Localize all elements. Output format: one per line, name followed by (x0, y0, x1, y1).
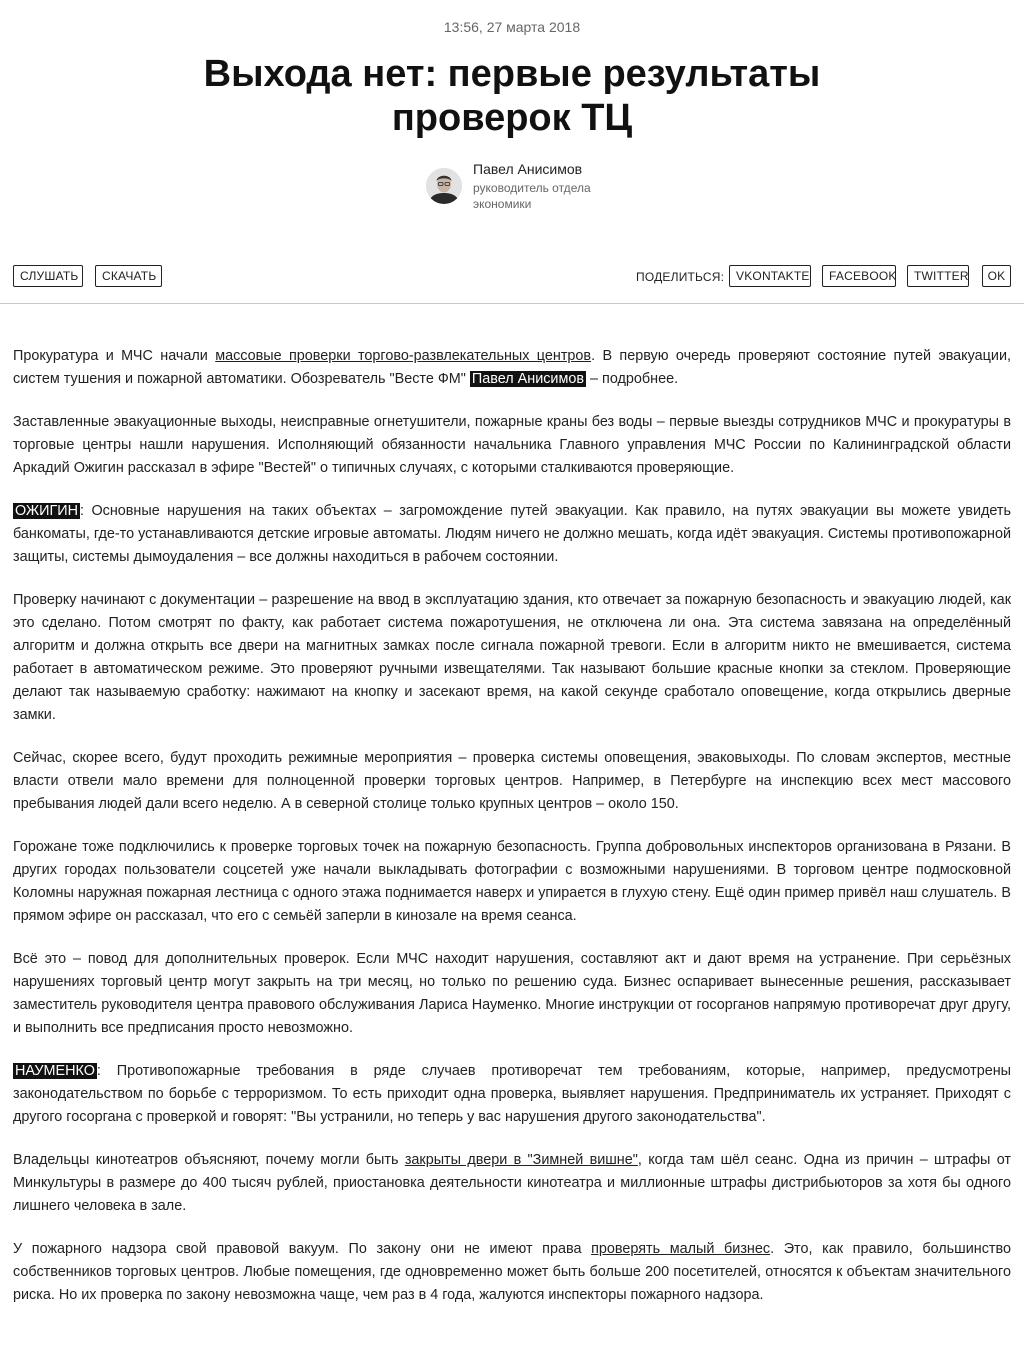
share-twitter-button[interactable]: TWITTER (907, 265, 969, 287)
author-role: руководитель отдела экономики (473, 181, 591, 211)
share-facebook-button[interactable]: FACEBOOK (822, 265, 896, 287)
share-vkontakte-button[interactable]: VKONTAKTE (729, 265, 811, 287)
download-button[interactable]: СКАЧАТЬ (95, 265, 162, 287)
zimnyaya-vishnya-link[interactable]: закрыты двери в "Зимней вишне" (404, 1152, 638, 1168)
paragraph-5: Сейчас, скорее всего, будут проходить режимные мероприятия – проверка системы оповещения, эваковыходы. По словам экспертов, местные власти отвели мало времени для полноценной проверки торговых центров. Например, в Петербурге на инспекцию всех мест массового пребывания людей дали всего неделю. А в северной столице только крупных центров – около 150. (13, 750, 1011, 812)
author-name[interactable]: Павел Анисимов (473, 161, 583, 177)
paragraph-7: Всё это – повод для дополнительных проверок. Если МЧС находит нарушения, составляют акт и дают время на устранение. При серьёзных нарушениях торговый центр могут закрыть на три месяц, но только по решению суда. Бизнес оспаривает вынесенные решения, рассказывает заместитель руководителя центра правового обслуживания Лариса Науменко. Многие инструкции от госорганов напрямую противоречат друг другу, и выполнить все предписания просто невозможно. (13, 951, 1011, 1036)
small-business-link[interactable]: проверять малый бизнес (591, 1241, 771, 1257)
author-avatar[interactable] (426, 168, 462, 204)
paragraph-1: Прокуратура и МЧС начали массовые проверки торгово-развлекательных центров. В первую очередь проверяют состояние путей эвакуации, систем тушения и пожарной автоматики. Обозреватель "Весте ФМ" Павел Анисимов – подробнее. (13, 348, 1011, 387)
publish-datetime: 13:56, 27 марта 2018 (443, 19, 581, 35)
share-label: ПОДЕЛИТЬСЯ: (636, 270, 725, 284)
mass-checks-link[interactable]: массовые проверки торгово-развлекательных центров (215, 348, 592, 364)
paragraph-4: Проверку начинают с документации – разрешение на ввод в эксплуатацию здания, кто отвечает за пожарную безопасность и эвакуацию людей, как это сделано. Потом смотрят по факту, как работает система пожаротушения, не отключена ли она. Эта система завязана на определённый алгоритм и должна открыть все двери на магнитных замках после сигнала пожарной тревоги. Если в алгоритм никто не вмешивается, система работает в автоматическом режиме. Это проверяют ручными извещателями. Так называют большие красные кнопки за стеклом. Проверяющие делают так называемую сработку: нажимают на кнопку и засекают время, на какой секунде сработало оповещение, когда открылись дверные замки. (13, 592, 1011, 723)
paragraph-3: ОЖИГИН : Основные нарушения на таких объектах – загромождение путей эвакуации. Как правило, на путях эвакуации вы можете увидеть банкоматы, где-то устанавливаются детские игровые автоматы. Людям ничего не должно мешать, когда идёт эвакуация. Системы противопожарной защиты, системы дымоудаления – все должны находиться в рабочем состоянии. (13, 503, 1011, 565)
article-body (13, 345, 1011, 1327)
speaker-tag-naumenko[interactable]: НАУМЕНКО (15, 1063, 95, 1079)
paragraph-8: НАУМЕНКО : Противопожарные требования в ряде случаев противоречат тем требованиям, которые, например, предусмотрены законодательством по борьбе с терроризмом. То есть приходит одна проверка, выявляет нарушения. Предприниматель их устраняет. Приходят с другого госоргана с проверкой и говорят: "Вы устранили, но теперь у вас нарушения другого законодательства". (13, 1063, 1011, 1125)
speaker-tag-ozhigin[interactable]: ОЖИГИН (15, 503, 79, 519)
paragraph-9: Владельцы кинотеатров объясняют, почему могли быть закрыты двери в "Зимней вишне", когда там шёл сеанс. Одна из причин – штрафы от Минкультуры в размере до 400 тысяч рублей, приостановка деятельности кинотеатра и миллионные штрафы дистрибьюторов за хотя бы одного лишнего человека в зале. (13, 1152, 1011, 1214)
header-divider (0, 303, 1024, 304)
paragraph-6: Горожане тоже подключились к проверке торговых точек на пожарную безопасность. Группа добровольных инспекторов организована в Рязани. В других городах пользователи соцсетей уже начали выкладывать фотографии с возможными нарушениями. В торговом центре подмосковной Коломны наружная пожарная лестница с одного этажа поднимается наверх и упирается в глухую стену. Ещё один пример привёл наш слушатель. В прямом эфире он рассказал, что его с семьёй заперли в кинозале на время сеанса. (13, 839, 1011, 924)
paragraph-10: У пожарного надзора свой правовой вакуум. По закону они не имеют права проверять малый бизнес. Это, как правило, большинство собственников торговых центров. Любые помещения, где одновременно может быть больше 200 посетителей, относятся к объектам значительного риска. Но их проверка по закону невозможна чаще, чем раз в 4 года, жалуются инспекторы пожарного надзора. (13, 1241, 1011, 1303)
share-ok-button[interactable]: OK (982, 265, 1011, 287)
author-tag[interactable]: Павел Анисимов (471, 371, 585, 387)
paragraph-2: Заставленные эвакуационные выходы, неисправные огнетушители, пожарные краны без воды – первые выезды сотрудников МЧС и прокуратуры в торговые центры нашли нарушения. Исполняющий обязанности начальника Главного управления МЧС России по Калининградской области Аркадий Ожигин рассказал в эфире "Вестей" о типичных случаях, с которыми сталкиваются проверяющие. (13, 414, 1011, 476)
listen-button[interactable]: СЛУШАТЬ (13, 265, 83, 287)
article-title: Выхода нет: первые результаты проверок ТЦ (203, 53, 821, 139)
